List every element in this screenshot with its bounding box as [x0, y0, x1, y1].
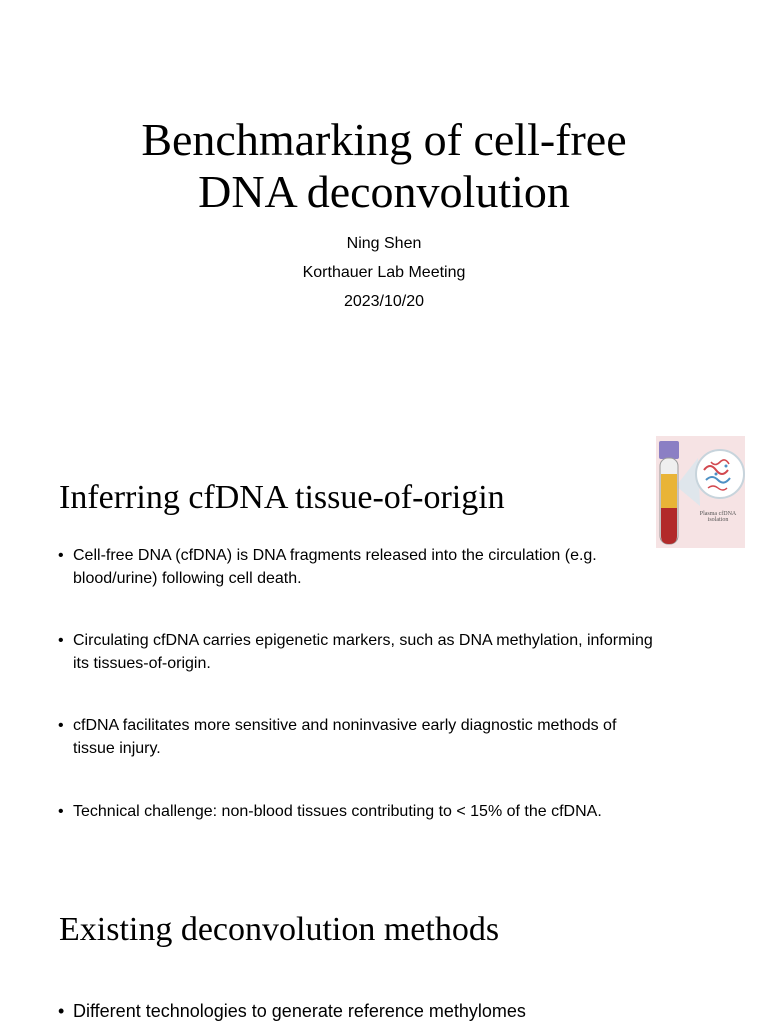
slide-heading: Existing deconvolution methods: [59, 911, 500, 948]
bullet-list: [58, 544, 718, 590]
slide-heading: Inferring cfDNA tissue-of-origin: [59, 479, 505, 516]
bullet-list: [58, 1000, 718, 1023]
bullet-item: • Circulating cfDNA carries epigenetic markers, such as DNA methylation, informing its tissues-of-origin.: [58, 629, 718, 675]
plasma-cfdna-illustration: [656, 436, 745, 548]
bullet-list: [58, 714, 718, 760]
slide-subtitle: [0, 229, 768, 316]
event-name: Korthauer Lab Meeting: [302, 264, 466, 281]
bullet-icon: [58, 800, 70, 823]
bullet-item: • Technical challenge: non-blood tissues contributing to < 15% of the cfDNA.: [58, 800, 718, 823]
bullet-item: • Cell-free DNA (cfDNA) is DNA fragments released into the circulation (e.g. blood/urine) following cell death.: [58, 544, 718, 590]
illustration-caption-2: isolation: [707, 517, 729, 523]
bullet-icon: [58, 544, 70, 567]
bullet-item: • Different technologies to generate reference methylomes: [58, 1000, 718, 1023]
bullet-list: [58, 629, 718, 675]
bullet-icon: [58, 1000, 70, 1023]
slide-title: Benchmarking of cell-free DNA deconvolution: [141, 114, 627, 217]
bullet-list: [58, 800, 718, 823]
illustration-caption-1: Plasma cfDNA: [699, 511, 737, 517]
bullet-icon: [58, 714, 70, 737]
author-name: Ning Shen: [346, 235, 422, 252]
bullet-item: • cfDNA facilitates more sensitive and noninvasive early diagnostic methods of tissue injury.: [58, 714, 718, 760]
presentation-date: 2023/10/20: [343, 293, 425, 310]
bullet-icon: [58, 629, 70, 652]
blood-tube-icon: [656, 436, 745, 548]
